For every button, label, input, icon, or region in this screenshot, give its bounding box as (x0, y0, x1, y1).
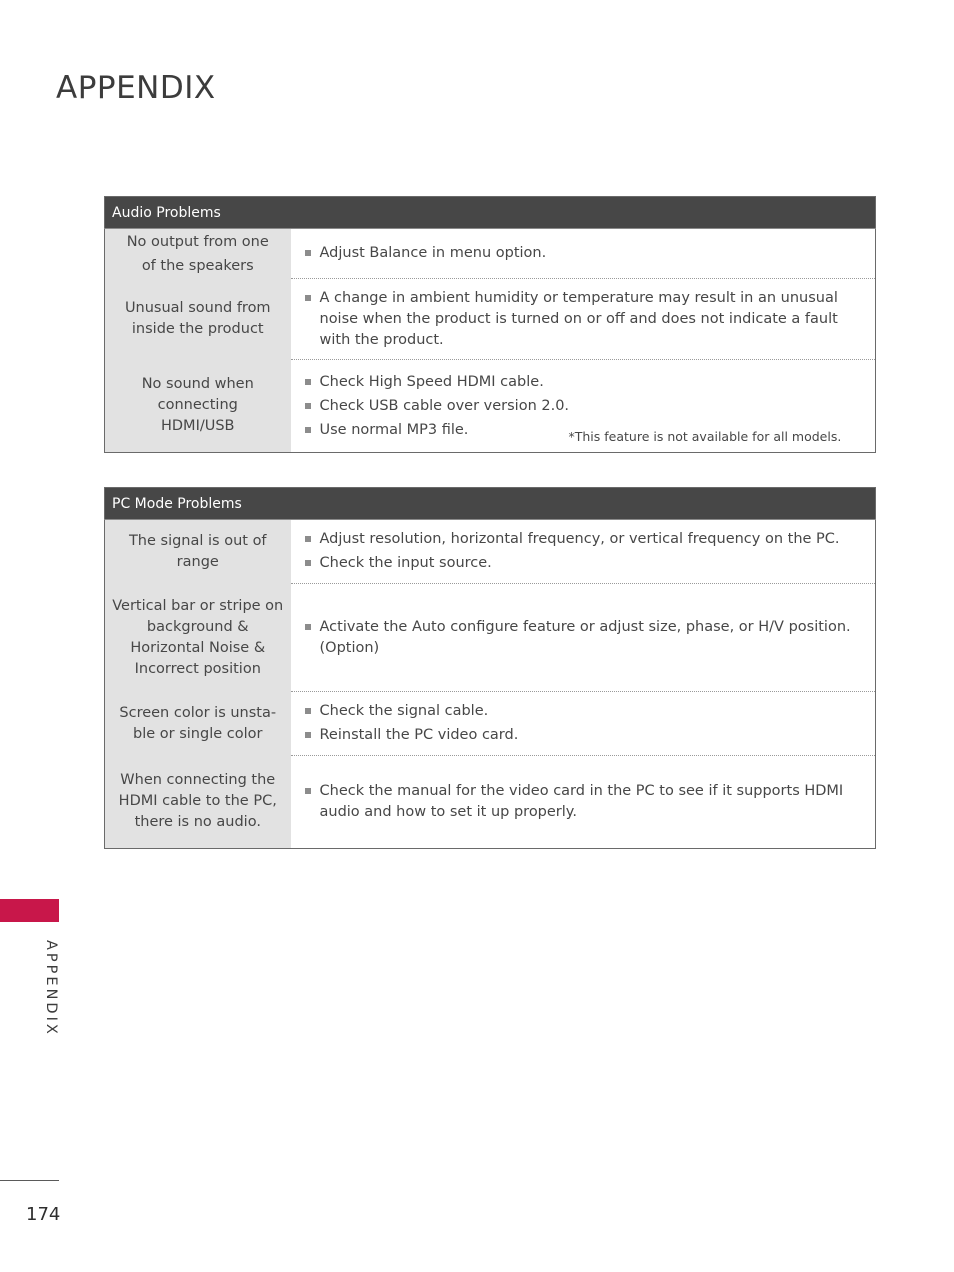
table-row (105, 279, 876, 360)
availability-note: *This feature is not available for all models. (568, 429, 842, 444)
section-side-label: APPENDIX (43, 940, 59, 1037)
table-row (105, 229, 876, 279)
symptom-cell (105, 229, 291, 279)
table-row (105, 520, 876, 584)
solution-text: A change in ambient humidity or temperature may result in an unusual noise when the product is turned on or off and does not indicate a fault with the product. (319, 289, 838, 348)
pc-mode-problems-heading: PC Mode Problems (105, 488, 876, 520)
symptom-line: Incorrect position (134, 660, 261, 677)
table-row (105, 584, 876, 692)
symptom-text: Unusual sound from inside the product (124, 300, 271, 337)
solution-text: Adjust Balance in menu option. (319, 245, 547, 261)
solution-text: Check the signal cable. (319, 703, 489, 719)
symptom-cell (105, 520, 291, 584)
solution-text: Reinstall the PC video card. (319, 727, 519, 743)
symptom-cell (105, 279, 291, 360)
section-tab-marker (0, 899, 59, 922)
solution-cell (291, 279, 876, 360)
page-number: 174 (26, 1204, 61, 1225)
table-row (105, 692, 876, 756)
square-bullet-icon (305, 624, 311, 630)
solution-cell (291, 584, 876, 692)
page-title: APPENDIX (56, 70, 216, 106)
square-bullet-icon (305, 427, 311, 433)
solution-text: Use normal MP3 file. (319, 421, 469, 438)
square-bullet-icon (305, 379, 311, 385)
solution-text: Check USB cable over version 2.0. (319, 397, 570, 414)
symptom-cell (105, 756, 291, 849)
symptom-cell (105, 360, 291, 453)
solution-text: Check the manual for the video card in the PC to see if it supports HDMI audio and how to set it up properly. (319, 783, 844, 820)
symptom-text: The signal is out of range (128, 532, 267, 570)
symptom-text: Screen color is unsta- ble or single color (119, 704, 277, 742)
square-bullet-icon (305, 708, 311, 714)
solution-cell (291, 692, 876, 756)
symptom-text: No sound when connecting HDMI/USB (141, 376, 254, 435)
symptom-line: background & (146, 618, 249, 635)
audio-problems-heading: Audio Problems (105, 197, 876, 229)
solution-text: Check High Speed HDMI cable. (319, 373, 544, 390)
solution-text: Activate the Auto configure feature or adjust size, phase, or H/V position. (Option) (319, 618, 851, 656)
symptom-text: When connecting the HDMI cable to the PC, there is no audio. (118, 772, 277, 831)
solution-cell (291, 520, 876, 584)
solution-cell (291, 756, 876, 849)
table-row (105, 360, 876, 453)
symptom-line: Horizontal Noise & (130, 639, 266, 656)
square-bullet-icon (305, 295, 311, 301)
solution-text: Adjust resolution, horizontal frequency, or vertical frequency on the PC. (319, 531, 840, 547)
symptom-cell (105, 692, 291, 756)
solution-cell (291, 360, 876, 453)
pc-mode-problems-table (104, 487, 876, 849)
square-bullet-icon (305, 788, 311, 794)
solution-text: Check the input source. (319, 555, 492, 571)
square-bullet-icon (305, 732, 311, 738)
table-row (105, 756, 876, 849)
page-number-rule (0, 1180, 59, 1181)
symptom-line: Vertical bar or stripe on (112, 597, 284, 614)
square-bullet-icon (305, 536, 311, 542)
square-bullet-icon (305, 403, 311, 409)
square-bullet-icon (305, 560, 311, 566)
symptom-text: No output from one of the speakers (126, 233, 269, 274)
audio-problems-table (104, 196, 876, 453)
solution-cell (291, 229, 876, 279)
square-bullet-icon (305, 250, 311, 256)
symptom-cell (105, 584, 291, 692)
